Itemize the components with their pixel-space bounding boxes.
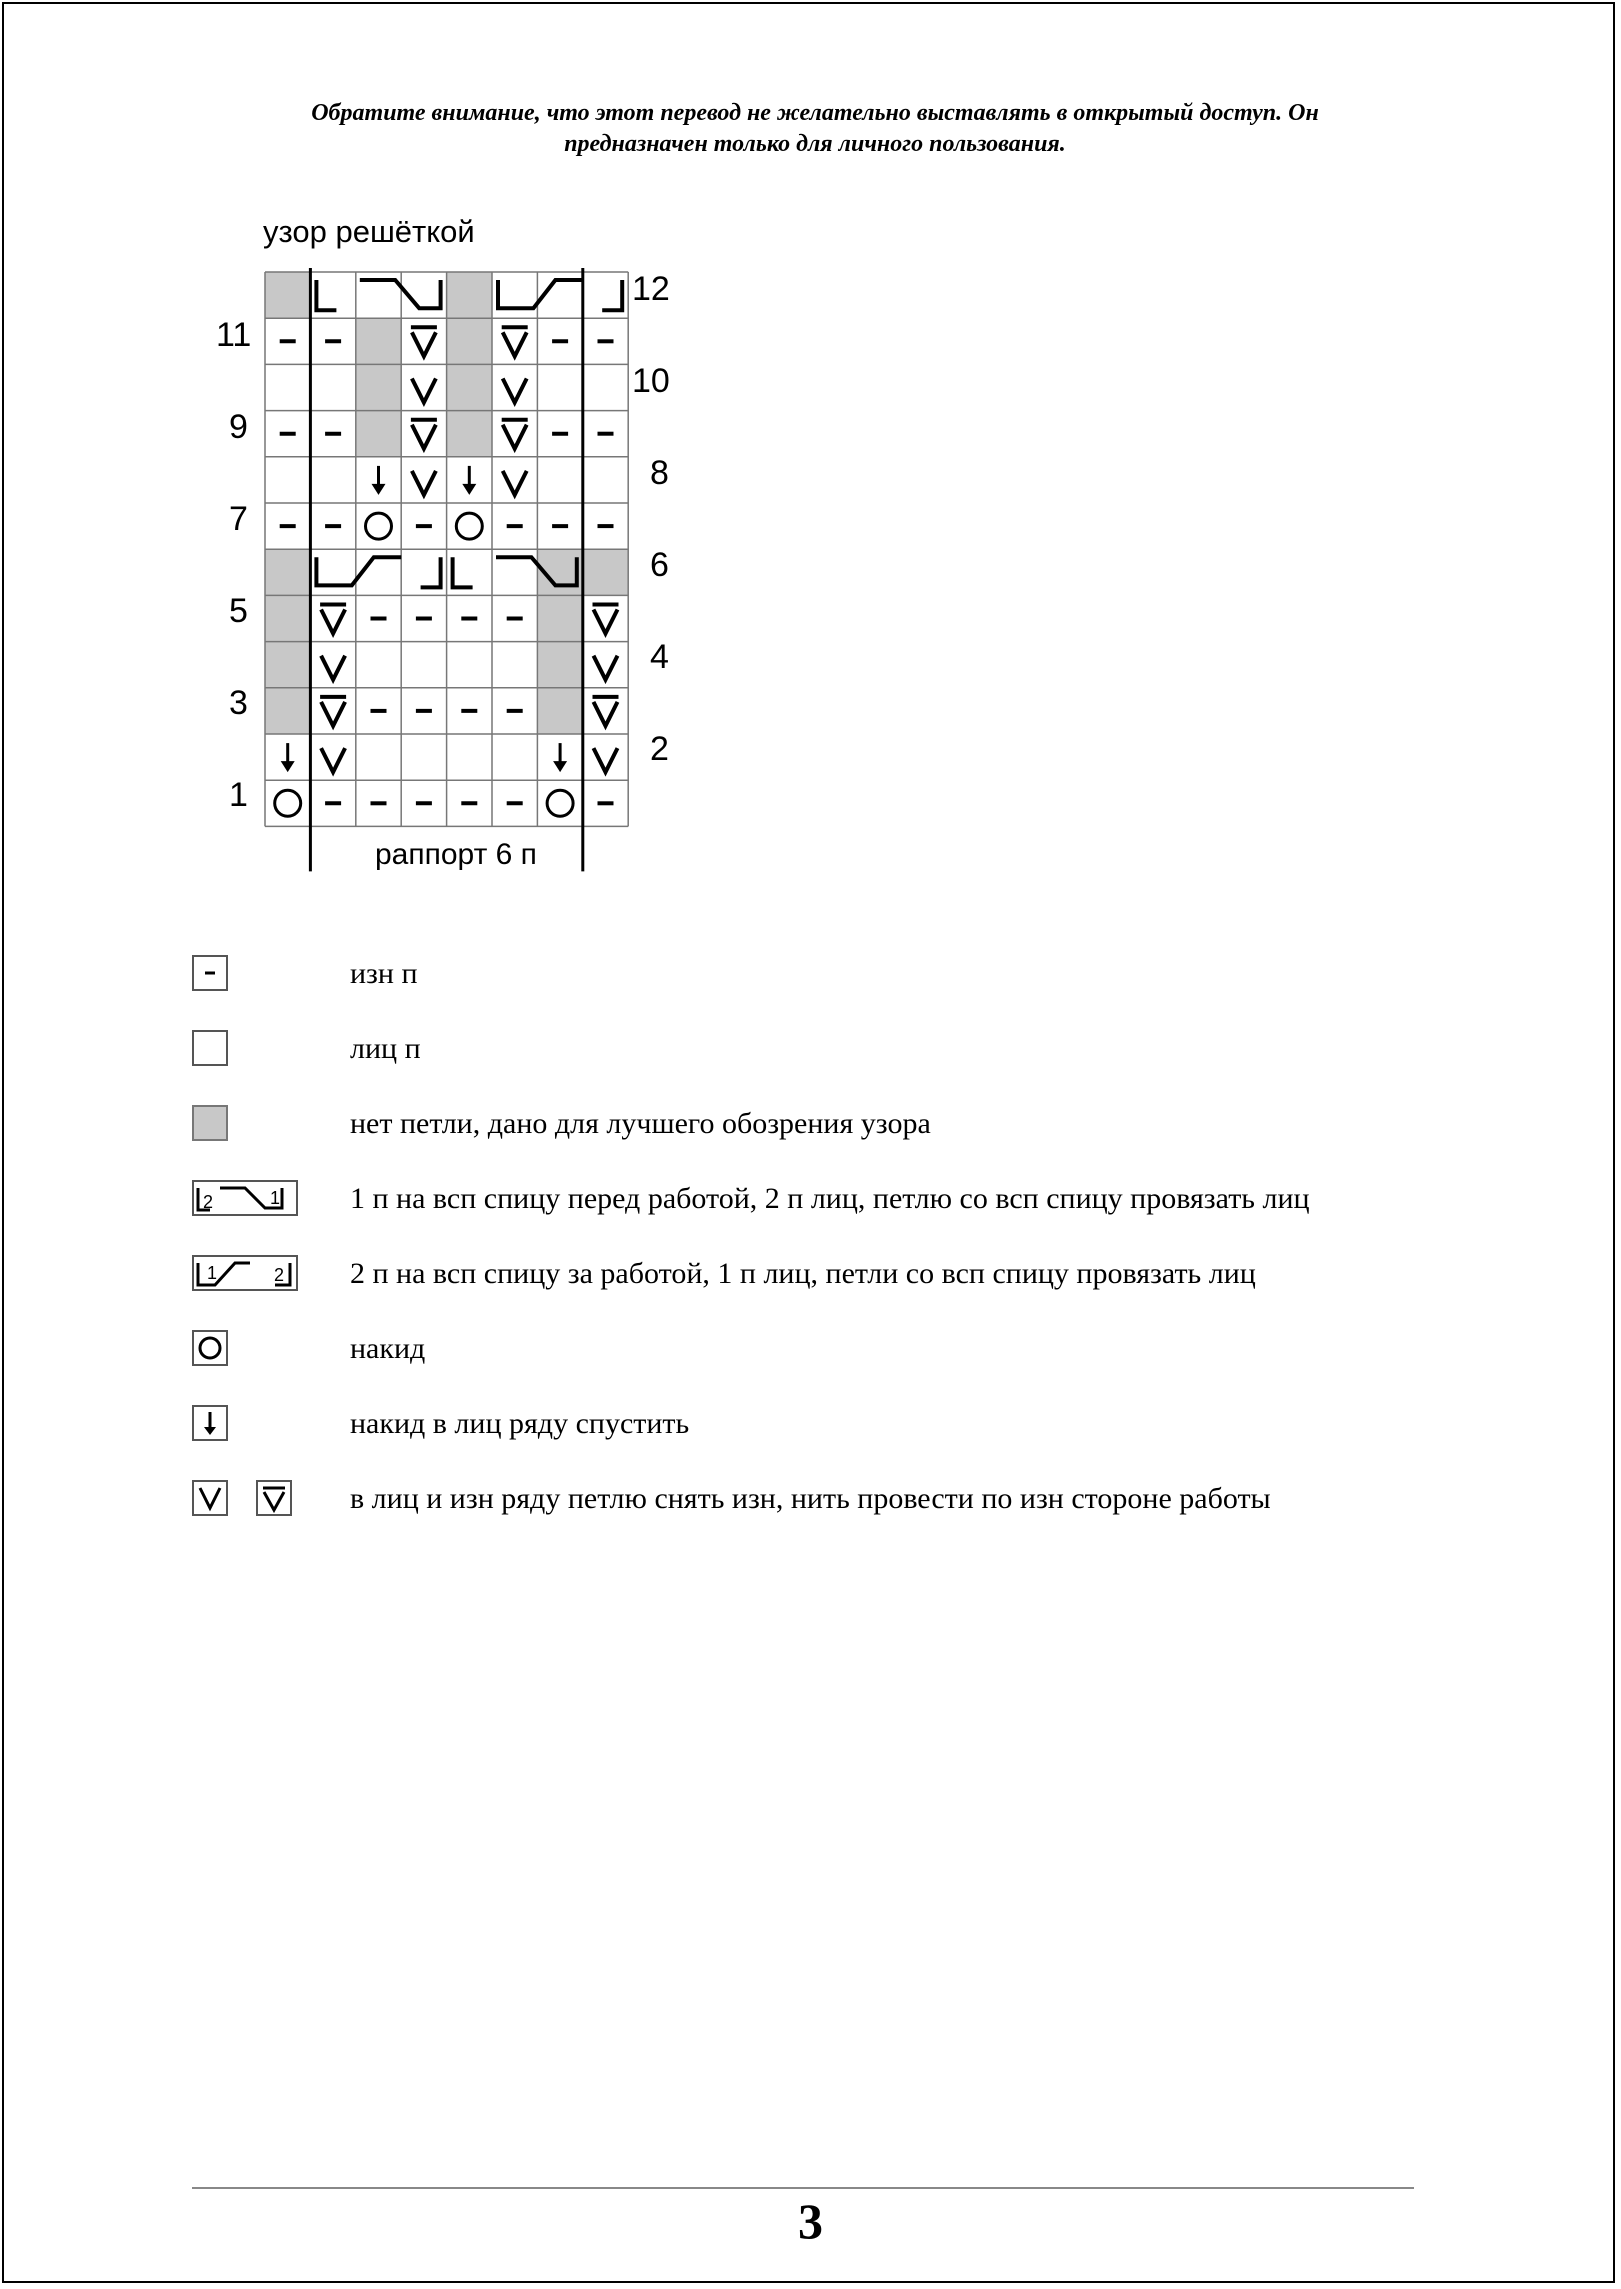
drop-arrow-head	[553, 761, 567, 772]
no-stitch-cell	[537, 642, 582, 688]
slip-mark	[594, 656, 618, 680]
row-number-4: 4	[650, 638, 669, 676]
legend-text-no-stitch: нет петли, дано для лучшего обозрения узора	[350, 1107, 931, 1140]
notice	[180, 98, 1450, 160]
svg-text:2: 2	[203, 1192, 214, 1212]
slip-mark	[412, 471, 436, 495]
legend-text-cross-left: 2 п на всп спицу за работой, 1 п лиц, петли со всп спицу провязать лиц	[350, 1257, 1256, 1290]
drop-arrow-head	[372, 484, 386, 495]
slip-mark	[321, 702, 345, 726]
notice-line-1: Обратите внимание, что этот перевод не желательно выставлять в открытый доступ. Он	[311, 100, 1319, 126]
row-number-5: 5	[229, 592, 248, 630]
no-stitch-cell	[447, 364, 492, 410]
slip-mark	[412, 332, 436, 356]
rapport-label: раппорт 6 п	[375, 838, 537, 871]
row-number-6: 6	[650, 546, 669, 584]
no-stitch-cell	[356, 364, 401, 410]
slip-mark	[412, 425, 436, 449]
cable-mark	[421, 557, 441, 587]
legend-text-purl: изн п	[350, 957, 418, 990]
legend-text-slip: в лиц и изн ряду петлю снять изн, нить провести по изн стороне работы	[350, 1482, 1271, 1515]
cross-right-symbol-icon	[190, 1178, 300, 1222]
no-stitch-cell	[356, 318, 401, 364]
cable-mark	[316, 280, 336, 310]
slip-mark	[503, 425, 527, 449]
cable-mark	[316, 557, 401, 585]
yarn-over-mark	[456, 513, 482, 539]
slip-symbol-icon	[190, 1478, 300, 1522]
slip-mark	[321, 748, 345, 772]
svg-text:2: 2	[274, 1265, 285, 1285]
no-stitch-cell	[265, 688, 310, 734]
no-stitch-cell	[447, 318, 492, 364]
slip-mark	[503, 471, 527, 495]
row-number-2: 2	[650, 730, 669, 768]
no-stitch-cell	[265, 595, 310, 641]
no-stitch-cell	[537, 595, 582, 641]
cable-mark	[602, 280, 622, 310]
row-number-3: 3	[229, 684, 248, 722]
yarn-over-symbol-icon	[190, 1328, 234, 1372]
row-number-9: 9	[229, 408, 248, 446]
slip-mark	[412, 379, 436, 403]
slip-mark	[594, 702, 618, 726]
chart-title: узор решёткой	[263, 214, 475, 249]
drop-yo-symbol-icon	[190, 1403, 234, 1447]
no-stitch-cell	[265, 272, 310, 318]
svg-text:1: 1	[207, 1263, 218, 1283]
row-number-12: 12	[632, 270, 670, 308]
footer-divider	[192, 2187, 1414, 2189]
drop-arrow-head	[462, 484, 476, 495]
svg-text:1: 1	[270, 1188, 281, 1208]
no-stitch-symbol-icon	[190, 1103, 234, 1147]
legend-text-yarn-over: накид	[350, 1332, 426, 1365]
slip-mark	[594, 748, 618, 772]
row-number-8: 8	[650, 454, 669, 492]
cross-left-symbol-icon	[190, 1253, 300, 1297]
slip-mark	[321, 610, 345, 634]
yarn-over-mark	[275, 790, 301, 816]
no-stitch-cell	[265, 642, 310, 688]
knitting-chart	[205, 262, 705, 882]
no-stitch-cell	[447, 411, 492, 457]
no-stitch-cell	[356, 411, 401, 457]
row-number-1: 1	[229, 776, 248, 814]
slip-mark	[503, 379, 527, 403]
slip-mark	[321, 656, 345, 680]
yarn-over-mark	[366, 513, 392, 539]
legend-text-cross-right: 1 п на всп спицу перед работой, 2 п лиц, петлю со всп спицу провязать лиц	[350, 1182, 1310, 1215]
purl-symbol-icon	[190, 953, 234, 997]
cable-mark	[453, 557, 473, 587]
notice-line-2: предназначен только для личного пользования.	[564, 131, 1066, 157]
yarn-over-mark	[547, 790, 573, 816]
no-stitch-cell	[583, 549, 628, 595]
no-stitch-cell	[265, 549, 310, 595]
page-number: 3	[798, 2193, 823, 2249]
legend-text-knit: лиц п	[350, 1032, 421, 1065]
no-stitch-cell	[447, 272, 492, 318]
cable-mark	[360, 280, 441, 308]
drop-arrow-head	[281, 761, 295, 772]
slip-mark	[503, 332, 527, 356]
slip-mark	[594, 610, 618, 634]
row-number-11: 11	[216, 316, 252, 354]
legend-text-drop-yo: накид в лиц ряду спустить	[350, 1407, 690, 1440]
cable-mark	[498, 280, 583, 308]
row-number-10: 10	[632, 362, 670, 400]
row-number-7: 7	[229, 500, 248, 538]
knit-symbol-icon	[190, 1028, 234, 1072]
no-stitch-cell	[537, 688, 582, 734]
